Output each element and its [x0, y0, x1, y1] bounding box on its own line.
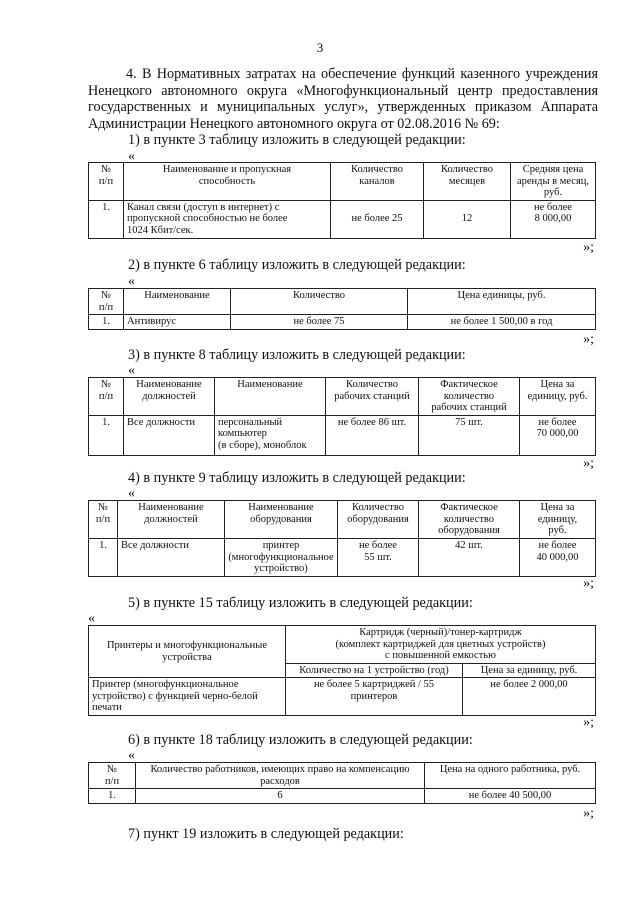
- table-1: [88, 162, 596, 239]
- t3-cell: не более 86 шт.: [326, 415, 419, 455]
- t4-cell: 42 шт.: [419, 539, 520, 577]
- t3-cell: 1.: [89, 415, 124, 455]
- t3-cell: не более 70 000,00: [520, 415, 596, 455]
- close-quote: »;: [583, 806, 594, 821]
- open-quote: «: [128, 748, 135, 763]
- t2-header-cell: Цена единицы, руб.: [408, 289, 596, 315]
- t5-cell: Принтер (многофункциональное устройство) с функцией черно-белой печати: [89, 678, 286, 716]
- intro-line: 4. В Нормативных затратах на обеспечение функций казенного учреждения: [126, 66, 598, 82]
- t1-cell: не более 25: [331, 200, 424, 238]
- t6-cell: 1.: [89, 789, 136, 804]
- t1-cell: 1.: [89, 200, 124, 238]
- t2-cell: 1.: [89, 315, 124, 330]
- t3-header-cell: Фактическое количество рабочих станций: [419, 378, 520, 416]
- t5-cell: не более 5 картриджей / 55 принтеров: [286, 678, 463, 716]
- intro-line: Ненецкого автономного округа «Многофункциональный центр предоставления: [88, 82, 598, 99]
- close-quote: »;: [583, 456, 594, 471]
- item-7-text: 7) пункт 19 изложить в следующей редакции:: [128, 826, 404, 842]
- t4-header-cell: Наименование оборудования: [225, 501, 338, 539]
- t3-cell: персональный компьютер (в сборе), моноблок: [215, 415, 326, 455]
- intro-paragraph: [88, 66, 598, 132]
- t4-header-cell: Наименование должностей: [118, 501, 225, 539]
- t5-subheader-quantity: Количество на 1 устройство (год): [286, 663, 463, 678]
- t2-header-cell: Количество: [231, 289, 408, 315]
- t6-cell: не более 40 500,00: [425, 789, 596, 804]
- t4-header-cell: № п/п: [89, 501, 118, 539]
- t6-header-cell: Цена на одного работника, руб.: [425, 763, 596, 789]
- t2-header-cell: № п/п: [89, 289, 124, 315]
- t4-cell: 1.: [89, 539, 118, 577]
- t6-cell: 6: [136, 789, 425, 804]
- t2-cell: не более 75: [231, 315, 408, 330]
- t1-cell: не более 8 000,00: [511, 200, 596, 238]
- t4-header-cell: Цена за единицу, руб.: [520, 501, 596, 539]
- t1-header-cell: Наименование и пропускная способность: [124, 163, 331, 201]
- page-number: 3: [316, 40, 324, 55]
- t1-header-cell: Количество месяцев: [424, 163, 511, 201]
- table-3: [88, 377, 596, 456]
- close-quote: »;: [583, 715, 594, 730]
- t5-header-cartridge: Картридж (черный)/тонер-картридж (комплект картриджей для цветных устройств) с повышенной емкостью: [286, 626, 596, 664]
- close-quote: »;: [583, 332, 594, 347]
- table-4: [88, 500, 596, 577]
- item-2-text: 2) в пункте 6 таблицу изложить в следующей редакции:: [128, 257, 466, 273]
- t3-header-cell: Цена за единицу, руб.: [520, 378, 596, 416]
- table-2: [88, 288, 596, 330]
- open-quote: «: [128, 274, 135, 289]
- item-3-text: 3) в пункте 8 таблицу изложить в следующей редакции:: [128, 347, 466, 363]
- item-6-text: 6) в пункте 18 таблицу изложить в следующей редакции:: [128, 732, 473, 748]
- t6-header-cell: Количество работников, имеющих право на компенсацию расходов: [136, 763, 425, 789]
- close-quote: »;: [583, 240, 594, 255]
- t2-cell: не более 1 500,00 в год: [408, 315, 596, 330]
- t4-cell: принтер (многофункциональное устройство): [225, 539, 338, 577]
- t4-cell: не более 40 000,00: [520, 539, 596, 577]
- t3-header-cell: Наименование: [215, 378, 326, 416]
- t2-header-cell: Наименование: [124, 289, 231, 315]
- open-quote: «: [88, 611, 95, 626]
- close-quote: »;: [583, 576, 594, 591]
- intro-line: государственных и муниципальных услуг», утвержденных приказом Аппарата: [88, 99, 598, 115]
- t6-header-cell: № п/п: [89, 763, 136, 789]
- item-1-text: 1) в пункте 3 таблицу изложить в следующей редакции:: [128, 132, 466, 148]
- t1-header-cell: Средняя цена аренды в месяц, руб.: [511, 163, 596, 201]
- t5-header-printers: Принтеры и многофункциональные устройства: [89, 626, 286, 678]
- t3-header-cell: Количество рабочих станций: [326, 378, 419, 416]
- table-5: [88, 625, 596, 716]
- t5-subheader-price: Цена за единицу, руб.: [463, 663, 596, 678]
- t4-cell: Все должности: [118, 539, 225, 577]
- item-5-text: 5) в пункте 15 таблицу изложить в следующей редакции:: [128, 595, 473, 611]
- open-quote: «: [128, 149, 135, 164]
- t2-cell: Антивирус: [124, 315, 231, 330]
- t1-cell: Канал связи (доступ в интернет) с пропускной способностью не более 1024 Кбит/сек.: [124, 200, 331, 238]
- t3-header-cell: № п/п: [89, 378, 124, 416]
- open-quote: «: [128, 363, 135, 378]
- t3-cell: 75 шт.: [419, 415, 520, 455]
- t1-header-cell: Количество каналов: [331, 163, 424, 201]
- t4-header-cell: Количество оборудования: [338, 501, 419, 539]
- item-4-text: 4) в пункте 9 таблицу изложить в следующей редакции:: [128, 470, 466, 486]
- t1-cell: 12: [424, 200, 511, 238]
- table-6: [88, 762, 596, 804]
- open-quote: «: [128, 486, 135, 501]
- t1-header-cell: № п/п: [89, 163, 124, 201]
- intro-line: Администрации Ненецкого автономного округа от 02.08.2016 № 69:: [88, 115, 500, 132]
- t5-cell: не более 2 000,00: [463, 678, 596, 716]
- t3-cell: Все должности: [124, 415, 215, 455]
- t4-header-cell: Фактическое количество оборудования: [419, 501, 520, 539]
- t3-header-cell: Наименование должностей: [124, 378, 215, 416]
- t4-cell: не более 55 шт.: [338, 539, 419, 577]
